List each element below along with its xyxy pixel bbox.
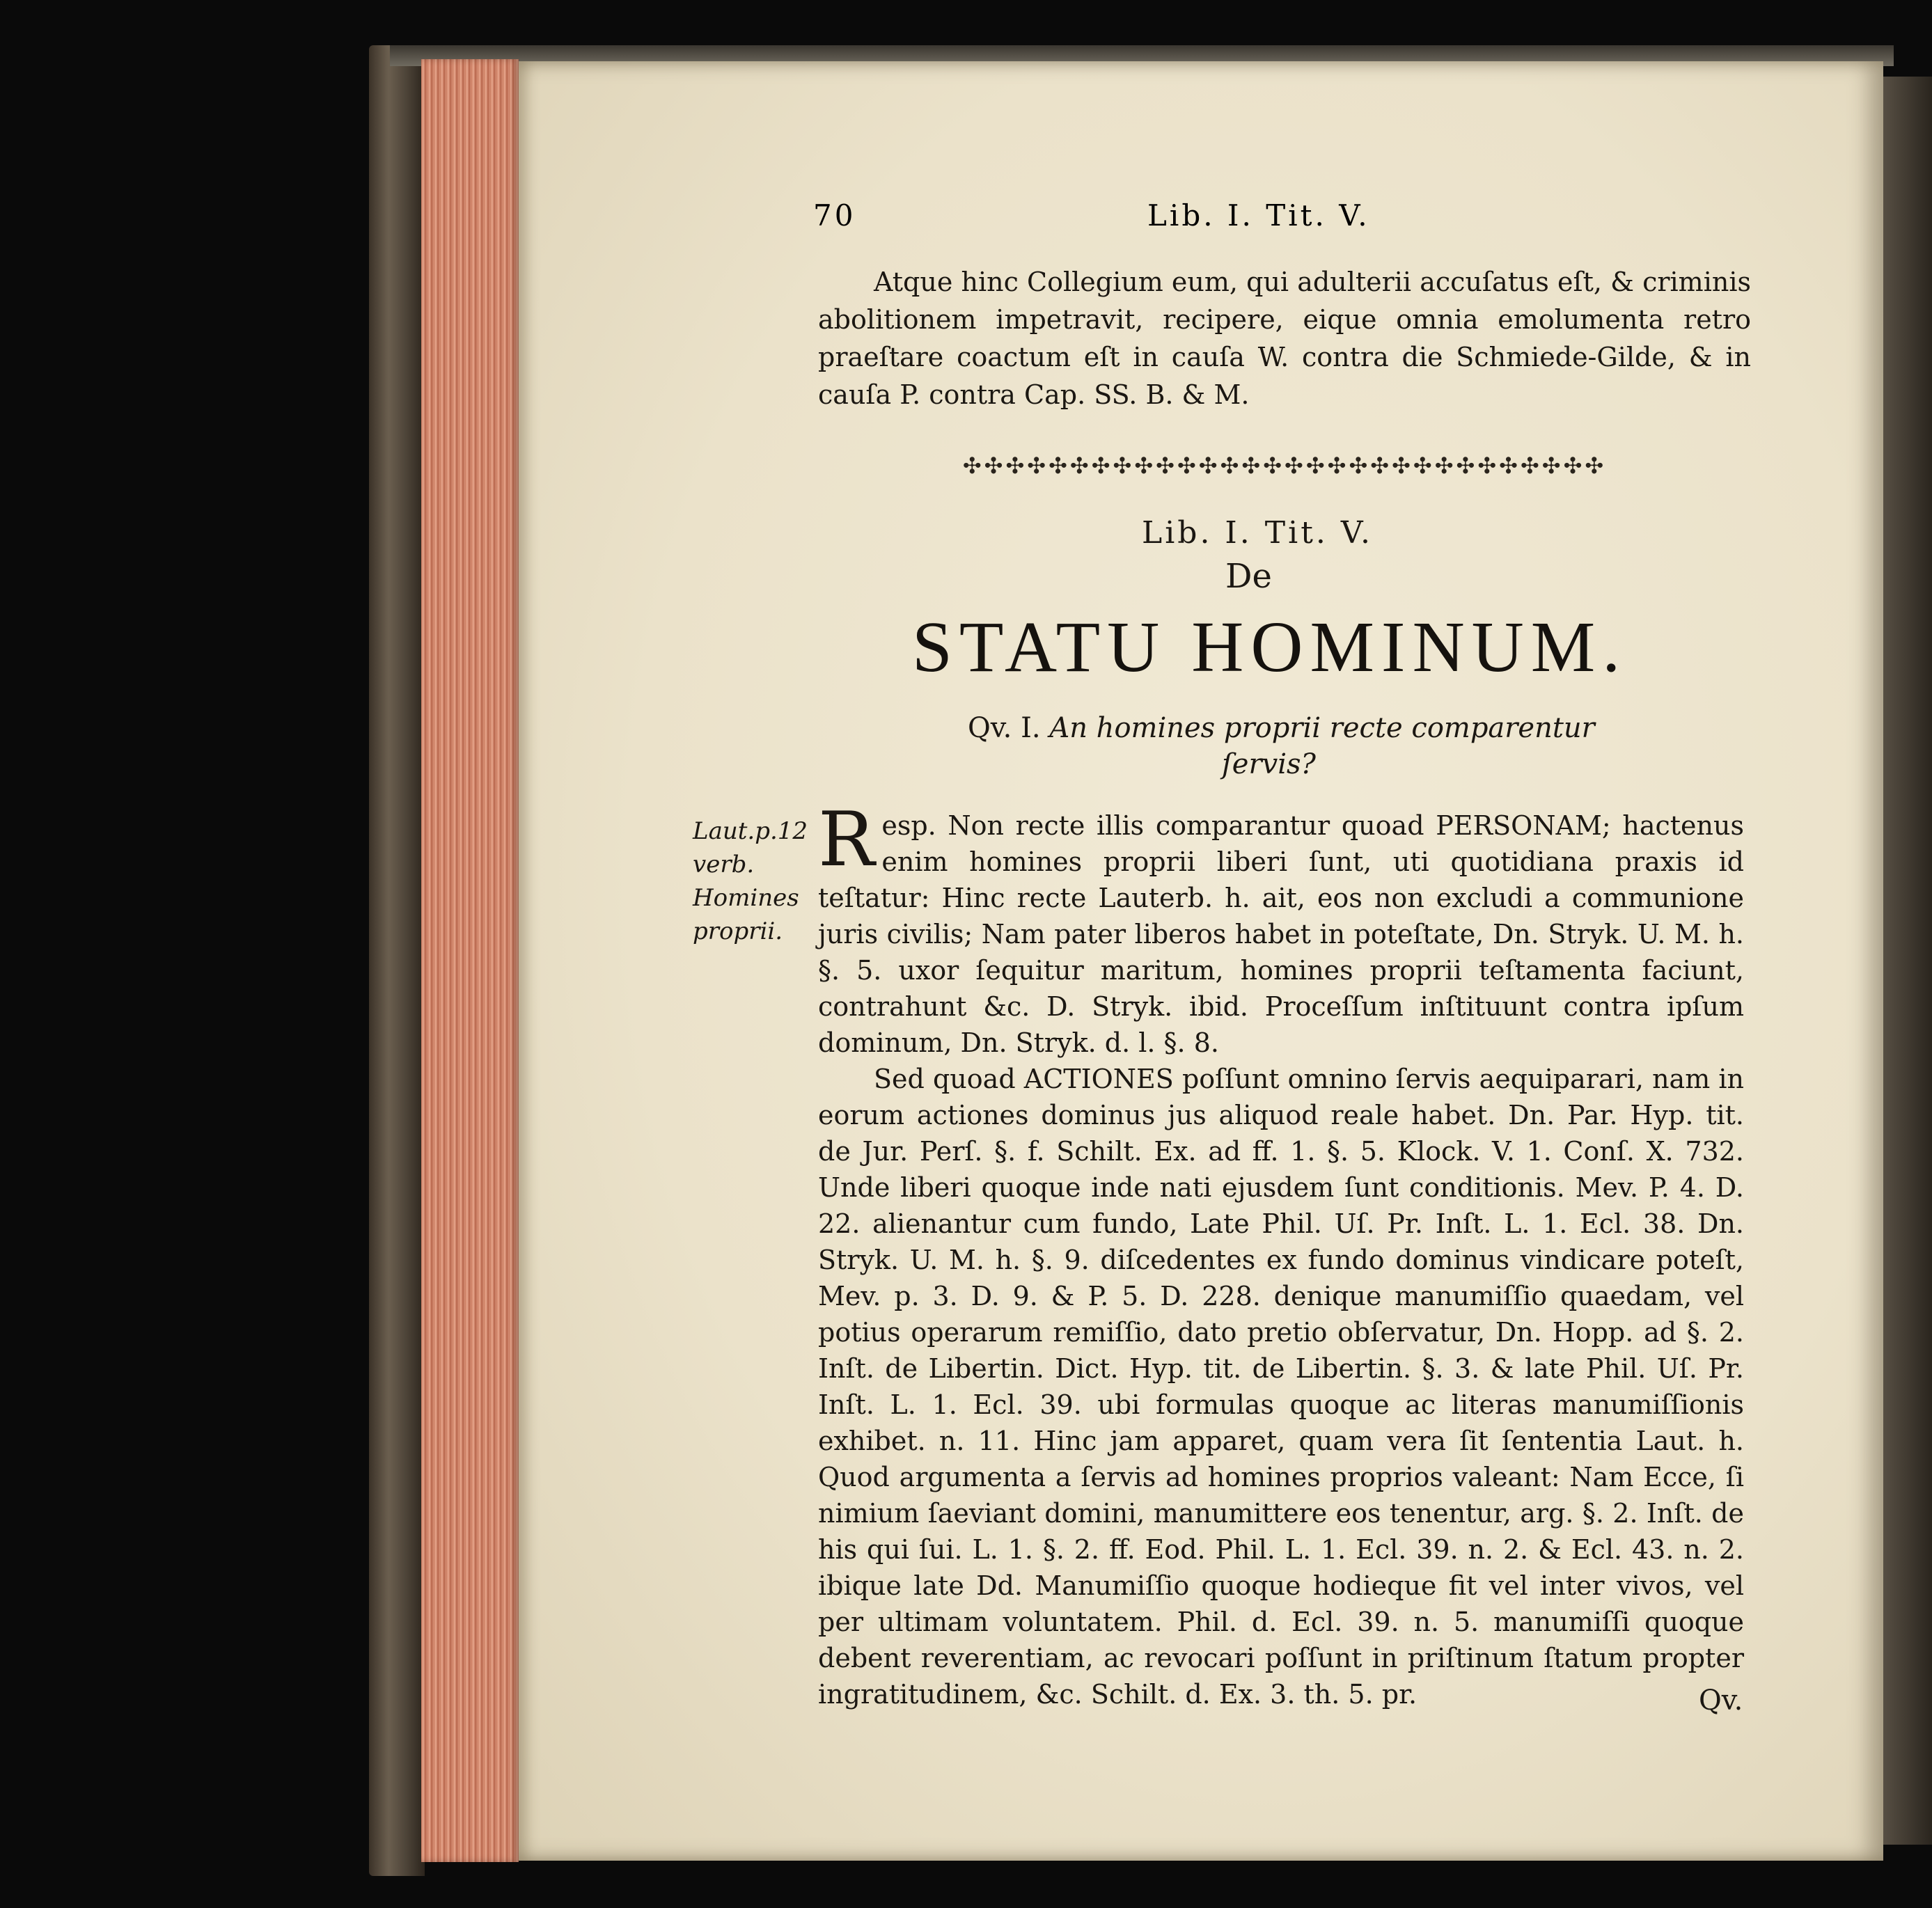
question-text-line1: An homines proprii recte comparentur <box>1049 712 1595 744</box>
running-head <box>813 198 1753 240</box>
marginal-note: Laut.p.12 verb. Homines proprii. <box>693 817 808 945</box>
facing-page-edge <box>1880 77 1932 1845</box>
body-text <box>818 796 1744 1712</box>
opening-paragraph <box>818 263 1751 413</box>
section-lib: Lib. I. Tit. V. <box>1142 515 1373 551</box>
section-title: STATU HOMINUM. <box>912 607 1628 687</box>
book-spine <box>369 45 425 1876</box>
page-number: 70 <box>813 198 856 232</box>
section-de: De <box>1225 557 1272 596</box>
page-edges <box>421 59 519 1862</box>
question-text-line2: ſervis? <box>1222 748 1316 780</box>
body-paragraph-1 <box>818 796 1744 1061</box>
question-number: Qv. I. <box>968 712 1041 744</box>
opening-paragraph-text: Atque hinc Collegium eum, qui adulterii accuſatus eſt, & criminis abolitionem impetravit, recipere, eique omnia emolumenta retro praeſtare coactum eſt in cauſa W. contra die Schmiede-Gilde, & in cauſa P. contra Cap. SS. B. & M. <box>818 267 1751 410</box>
body-paragraph-2: Sed quoad ACTIONES poſſunt omnino ſervis aequiparari, nam in eorum actiones dominus jus aliquod reale habet. Dn. Par. Hyp. tit. de Jur. Perſ. §. f. Schilt. Ex. ad ff. 1. §. 5. Klock. V. 1. Conſ. X. 732. Unde liberi quoque inde nati ejusdem ſunt conditionis. Mev. P. 4. D. 22. alienantur cum fundo, Late Phil. Uſ. Pr. Inſt. L. 1. Ecl. 38. Dn. Stryk. U. M. h. §. 9. diſcedentes ex fundo dominus vindicare poteſt, Mev. p. 3. D. 9. & P. 5. D. 228. denique manumiſſio quaedam, vel potius operarum remiſſio, dato pretio obſervatur, Dn. Hopp. ad §. 2. Inſt. de Libertin. Dict. Hyp. tit. de Libertin. §. 3. & late Phil. Uſ. Pr. Inſt. L. 1. Ecl. 39. ubi formulas quoque ac literas manumiſſionis exhibet. n. 11. Hinc jam apparet, quam vera ſit ſententia Laut. h. Quod argumenta a ſervis ad homines proprios valeant: Nam Ecce, ſi nimium ſaeviant domini, manumittere eos tenentur, arg. §. 2. Inſt. de his qui ſui. L. 1. §. 2. ff. Eod. Phil. L. 1. Ecl. 39. n. 2. & Ecl. 43. n. 2. ibique late Dd. Manumiſſio quoque hodieque fit vel inter vivos, vel per ultimam voluntatem. Phil. d. Ecl. 39. n. 5. manumiſſi quoque debent reverentiam, ac revocari poſſunt in priſtinum ſtatum propter ingratitudinem, &c. Schilt. d. Ex. 3. th. 5. pr. <box>818 1064 1744 1710</box>
catchword: Qv. <box>1699 1685 1743 1717</box>
running-title: Lib. I. Tit. V. <box>1147 198 1370 232</box>
drop-cap: R <box>818 796 875 883</box>
ornament-rule: ✣✣✣✣✣✣✣✣✣✣✣✣✣✣✣✣✣✣✣✣✣✣✣✣✣✣✣✣✣✣ <box>962 452 1607 479</box>
body-paragraph-1-text: esp. Non recte illis comparantur quoad PERSONAM; hactenus enim homines proprii liberi ſunt, uti quotidiana praxis id teſtatur: Hinc recte Lauterb. h. ait, eos non excludi a communione juris civilis; Nam pater liberos habet in poteſtate, Dn. Stryk. U. M. h. §. 5. uxor ſequitur maritum, homines proprii teſtamenta faciunt, contrahunt &c. D. Stryk. ibid. Proceſſum inſtituunt contra ipſum dominum, Dn. Stryk. d. l. §. 8. <box>818 810 1744 1058</box>
question-heading <box>968 710 1699 782</box>
